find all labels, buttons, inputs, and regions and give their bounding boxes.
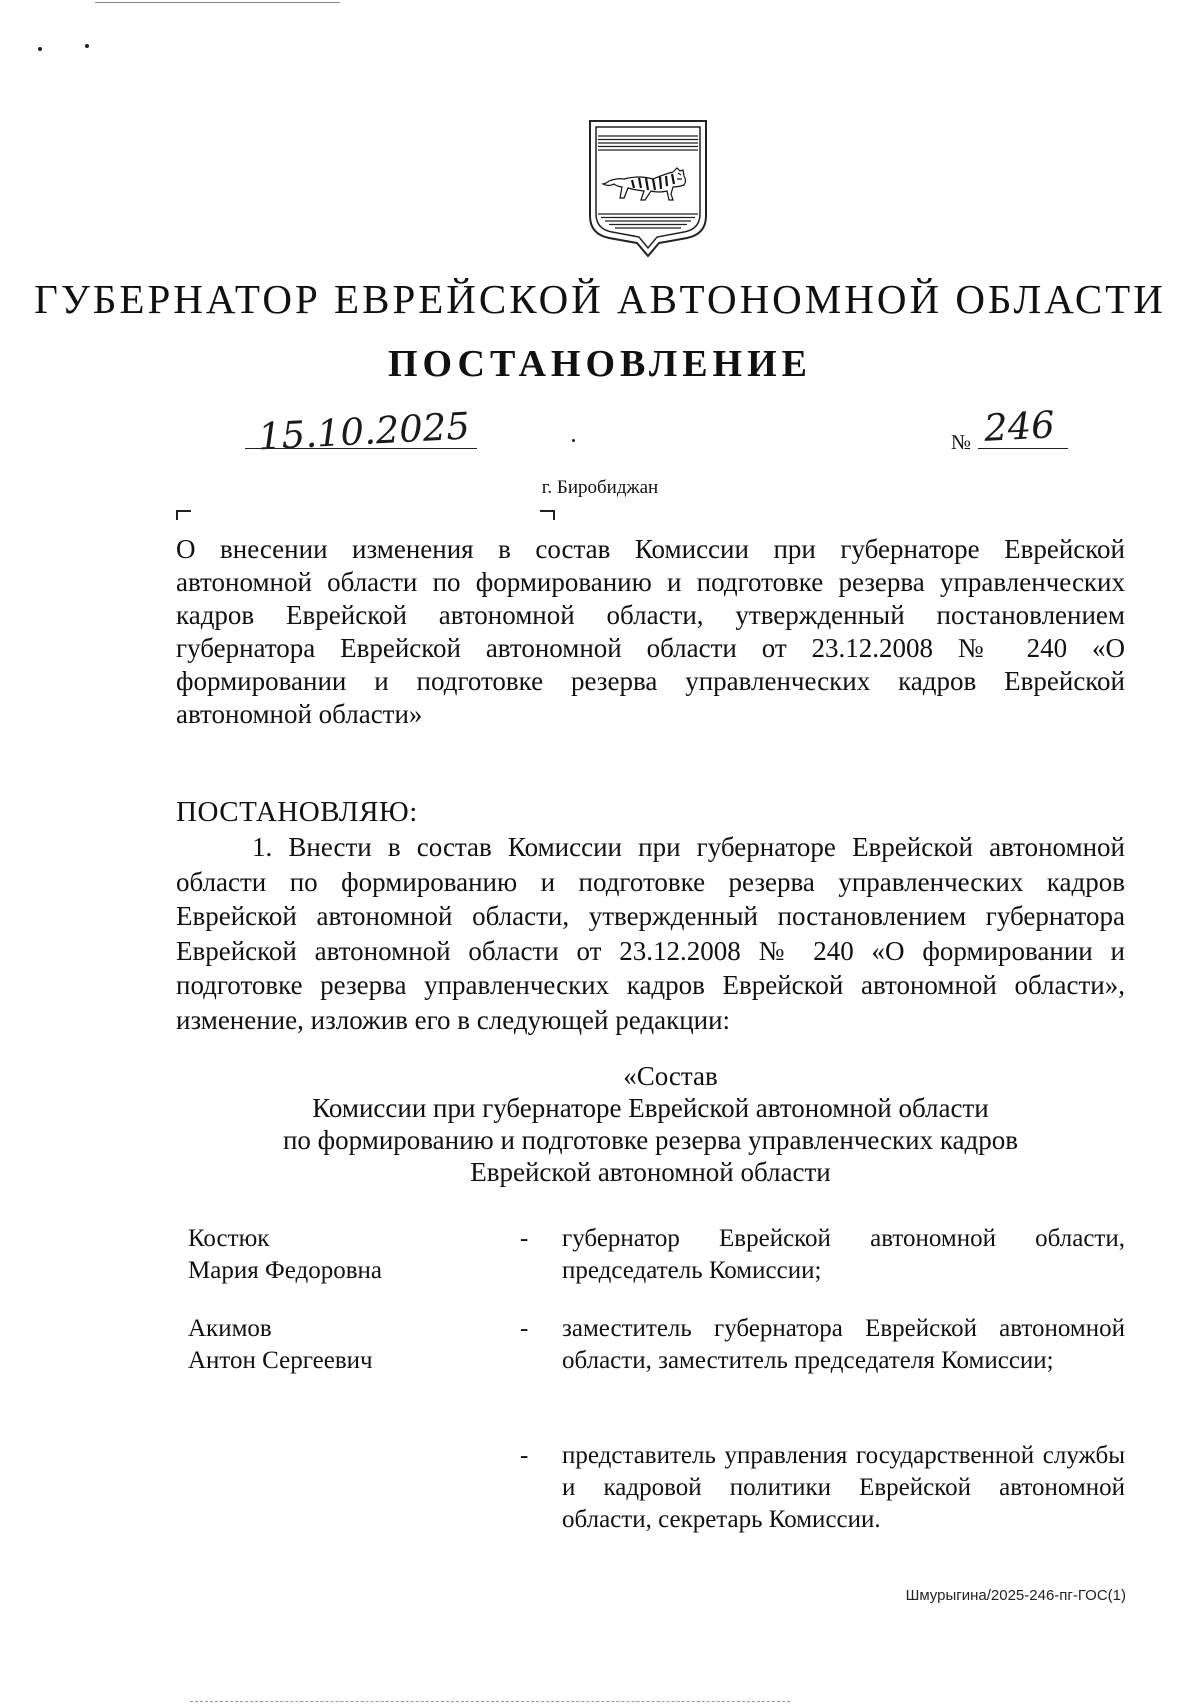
- composition-heading-line: «Состав: [623, 1061, 718, 1091]
- member-surname: Акимов: [188, 1315, 272, 1342]
- member-role: губернатор Еврейской автономной области, председатель Комиссии;: [562, 1225, 1125, 1284]
- member-given-names: Антон Сергеевич: [188, 1347, 373, 1374]
- member-row: [188, 1313, 1125, 1409]
- scan-speck: [38, 47, 42, 51]
- composition-heading-line: Комиссии при губернаторе Еврейской автономной области: [312, 1093, 989, 1123]
- scan-edge-line: [95, 2, 340, 3]
- tiger-icon: [603, 168, 686, 200]
- date-underline: [245, 448, 477, 449]
- handwritten-date: 15.10.2025: [257, 404, 471, 459]
- member-name: [188, 1223, 488, 1287]
- paragraph-1: 1. Внести в состав Комиссии при губернаторе Еврейской автономной области по формированию и подготовке резерва управленческих кадров Еврейской автономной области, утвержденный постановлением губернатора Еврейской автономной области от 23.12.2008 № 240 «О формировании и подготовке резерва управленческих кадров Еврейской автономной области», изменение, изложив его в следующей редакции:: [176, 832, 1125, 1035]
- registration-stamp: Шмурыгина/2025-246-пг-ГОС(1): [905, 1587, 1126, 1604]
- handwritten-number: 246: [982, 403, 1056, 450]
- document-type-title: ПОСТАНОВЛЕНИЕ: [387, 343, 813, 385]
- member-dash: -: [520, 1315, 529, 1342]
- city-label: г. Биробиджан: [541, 477, 659, 498]
- member-row: [188, 1440, 1125, 1536]
- composition-heading-line: по формированию и подготовке резерва управленческих кадров: [282, 1125, 1019, 1155]
- scan-speck: [85, 44, 89, 48]
- document-title: О внесении изменения в состав Комиссии при губернаторе Еврейской автономной области по формированию и подготовке резерва управленческих кадров Еврейской автономной области, утвержденный постановлением губернатора Еврейской автономной области от 23.12.2008 № 240 «О формировании и подготовке резерва управленческих кадров Еврейской автономной области»: [176, 534, 1125, 729]
- decree-word: ПОСТАНОВЛЯЮ:: [176, 796, 418, 828]
- scan-speck: [572, 439, 575, 442]
- member-row: [188, 1223, 1125, 1287]
- title-corner-right: [540, 510, 555, 520]
- scan-edge-line: [190, 1701, 790, 1702]
- composition-heading: [176, 1060, 1125, 1188]
- composition-heading-line: Еврейской автономной области: [470, 1157, 831, 1187]
- member-dash: -: [520, 1442, 529, 1469]
- coat-of-arms-emblem: [587, 118, 709, 260]
- member-dash: -: [520, 1225, 529, 1252]
- member-name: [188, 1313, 488, 1377]
- title-corner-left: [176, 510, 191, 520]
- number-sign: №: [951, 430, 972, 454]
- member-surname: Костюк: [188, 1225, 270, 1252]
- authority-heading: ГУБЕРНАТОР ЕВРЕЙСКОЙ АВТОНОМНОЙ ОБЛАСТИ: [34, 276, 1166, 322]
- member-role: представитель управления государственной службы и кадровой политики Еврейской автономной области, секретарь Комиссии.: [562, 1442, 1125, 1533]
- number-underline: [978, 448, 1068, 449]
- member-given-names: Мария Федоровна: [188, 1257, 382, 1284]
- member-role: заместитель губернатора Еврейской автономной области, заместитель председателя Комиссии;: [562, 1315, 1125, 1374]
